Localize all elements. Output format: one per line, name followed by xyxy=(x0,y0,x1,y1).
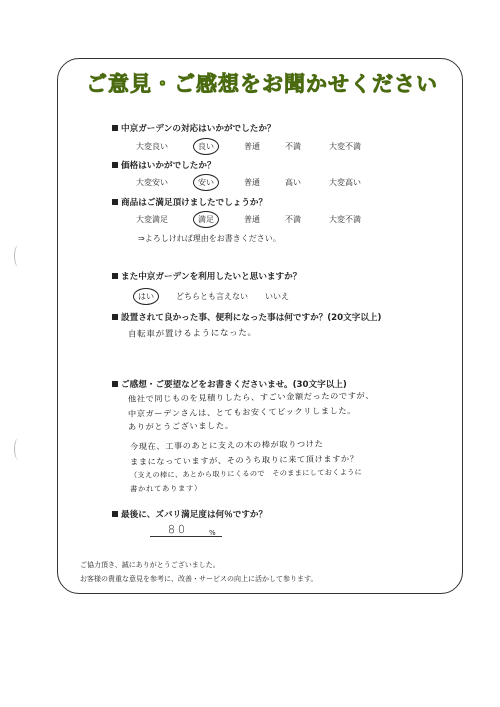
footer-note: お客様の貴重な意見を参考に、改善・サービスの向上に活かして参ります。 xyxy=(80,575,318,583)
q2-option-4[interactable]: 高い xyxy=(285,178,301,187)
question-reuse-label: また中京ガーデンを利用したいと思いますか？ xyxy=(121,272,302,282)
q1-option-2-selected[interactable]: 良い xyxy=(193,138,219,155)
q3-option-5[interactable]: 大変不満 xyxy=(329,215,361,224)
q1-option-1[interactable]: 大変良い xyxy=(136,142,168,151)
question-price xyxy=(112,159,216,171)
square-bullet-icon xyxy=(112,511,118,517)
question-product-label: 商品はご満足頂けましたでしょうか？ xyxy=(121,198,268,208)
q1-option-4[interactable]: 不満 xyxy=(285,142,301,151)
q6-answer-line-7: 書かれてあります） xyxy=(129,483,202,494)
q6-answer-line-4: 今現在、工事のあとに支えの木の棒が取りつけた xyxy=(129,438,324,452)
punch-hole-bottom xyxy=(14,438,23,460)
q2-option-2-selected[interactable]: 安い xyxy=(193,174,219,191)
q4-option-1-selected[interactable]: はい xyxy=(133,288,159,305)
q3-reason-note: ⇒よろしければ理由をお書きください。 xyxy=(138,234,281,243)
q5-handwritten-answer: 自転車が置けるようになった。 xyxy=(127,328,257,340)
question-satisfaction-label: 最後に、ズバリ満足度は何％ですか？ xyxy=(121,510,268,520)
question-reuse xyxy=(112,270,301,282)
q6-answer-line-2: 中京ガーデンさんは、とてもお安くてビックリしました。 xyxy=(127,405,357,419)
question-benefit xyxy=(112,311,381,323)
square-bullet-icon xyxy=(112,125,118,131)
question-benefit-label: 設置されて良かった事、便利になった事は何ですか？(20文字以上) xyxy=(121,313,382,323)
q4-option-3[interactable]: いいえ xyxy=(265,292,289,301)
question-comments xyxy=(112,378,347,390)
question-service xyxy=(112,122,276,134)
punch-hole-top xyxy=(14,245,23,267)
question-comments-label: ご感想・ご要望などをお書きくださいませ。(30文字以上) xyxy=(121,380,347,390)
question-satisfaction xyxy=(112,508,267,520)
q3-option-1[interactable]: 大変満足 xyxy=(136,215,168,224)
q6-answer-line-3: ありがとうございました。 xyxy=(127,420,234,432)
q6-answer-line-5: ままになっていますが、そのうち取りに来て頂けますか？ xyxy=(129,453,359,467)
footer-thanks: ご協力頂き、誠にありがとうございました。 xyxy=(80,561,220,569)
square-bullet-icon xyxy=(112,199,118,205)
q1-option-5[interactable]: 大変不満 xyxy=(329,142,361,151)
square-bullet-icon xyxy=(112,273,118,279)
q2-option-1[interactable]: 大変安い xyxy=(136,178,168,187)
question-service-label: 中京ガーデンの対応はいかがでしたか？ xyxy=(121,124,276,134)
square-bullet-icon xyxy=(112,314,118,320)
question-product xyxy=(112,196,267,208)
q3-option-4[interactable]: 不満 xyxy=(285,215,301,224)
q2-option-3[interactable]: 普通 xyxy=(244,178,260,187)
square-bullet-icon xyxy=(112,381,118,387)
q6-answer-line-6: （支えの棒に、あとから取りにくるので そのままにしておくように xyxy=(129,467,363,480)
satisfaction-value: 80 xyxy=(167,522,189,537)
satisfaction-underline xyxy=(150,536,222,537)
question-price-label: 価格はいかがでしたか？ xyxy=(121,161,216,171)
q3-option-2-selected[interactable]: 満足 xyxy=(193,211,219,228)
square-bullet-icon xyxy=(112,162,118,168)
q1-option-3[interactable]: 普通 xyxy=(244,142,260,151)
q4-option-2[interactable]: どちらとも言えない xyxy=(176,292,248,301)
satisfaction-unit: % xyxy=(209,529,216,537)
q2-option-5[interactable]: 大変高い xyxy=(329,178,361,187)
survey-title: ご意見・ご感想をお聞かせください xyxy=(86,72,438,96)
q6-answer-line-1: 他社で同じものを見積りしたら、すごい金額だったのですが、 xyxy=(127,390,375,404)
q3-option-3[interactable]: 普通 xyxy=(244,215,260,224)
